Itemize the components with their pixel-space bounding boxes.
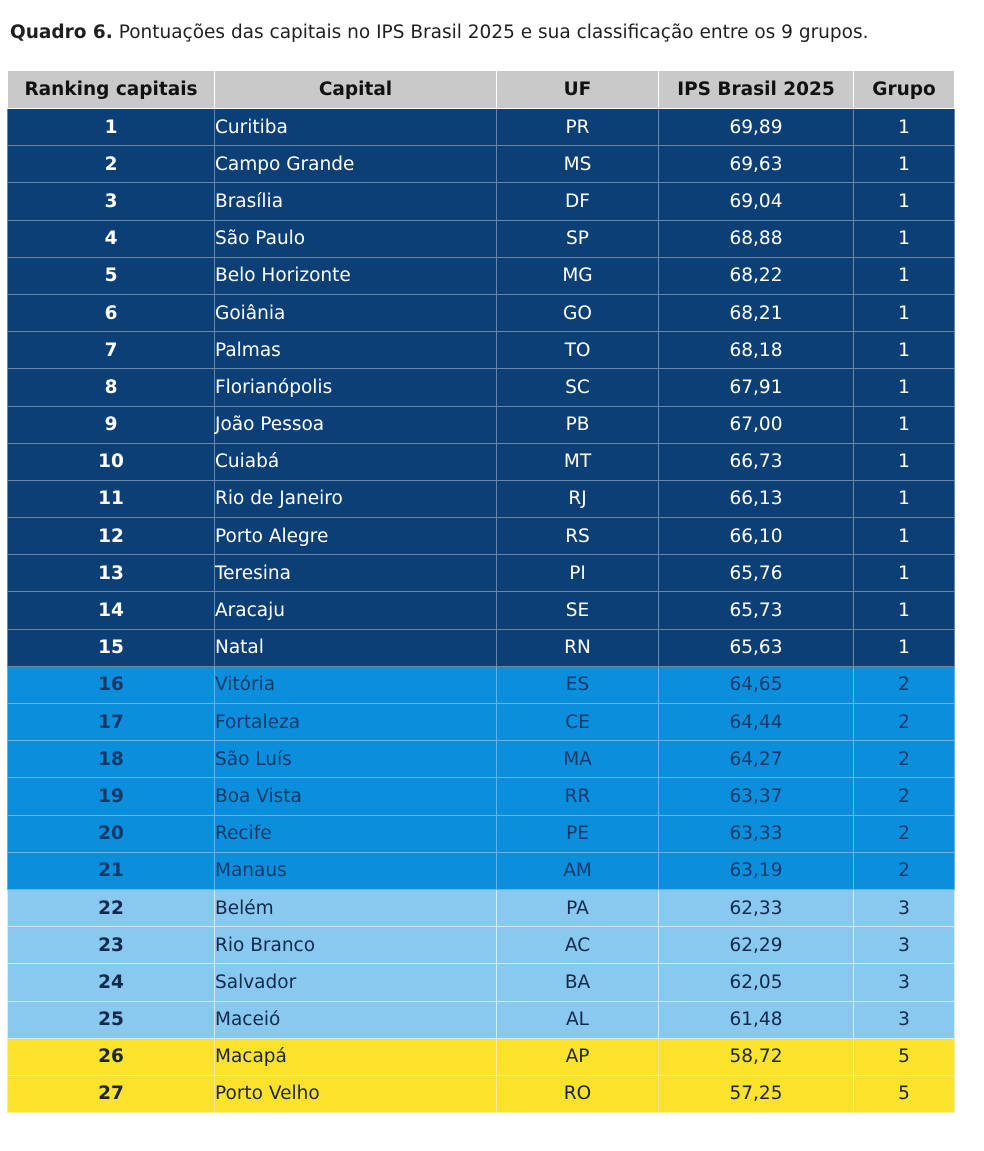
cell-rank: 25: [8, 1001, 215, 1038]
cell-rank: 14: [8, 592, 215, 629]
cell-uf: AM: [497, 852, 659, 889]
cell-uf: BA: [497, 964, 659, 1001]
caption-text: Pontuações das capitais no IPS Brasil 2025 e sua classificação entre os 9 grupos.: [112, 22, 869, 43]
table-header-row: [8, 71, 955, 109]
cell-capital: Campo Grande: [215, 146, 497, 183]
cell-uf: SC: [497, 369, 659, 406]
header-uf: UF: [497, 71, 659, 109]
cell-rank: 9: [8, 406, 215, 443]
header-ranking: Ranking capitais: [8, 71, 215, 109]
cell-capital: Goiânia: [215, 294, 497, 331]
cell-rank: 16: [8, 666, 215, 703]
cell-grupo: 1: [854, 480, 955, 517]
cell-grupo: 3: [854, 1001, 955, 1038]
table-row: [8, 592, 955, 629]
table-row: [8, 257, 955, 294]
cell-uf: RS: [497, 518, 659, 555]
cell-grupo: 2: [854, 778, 955, 815]
table-row: [8, 443, 955, 480]
cell-ips: 62,33: [659, 889, 854, 926]
cell-ips: 67,00: [659, 406, 854, 443]
cell-ips: 63,19: [659, 852, 854, 889]
cell-ips: 65,73: [659, 592, 854, 629]
cell-rank: 18: [8, 741, 215, 778]
table-row: [8, 927, 955, 964]
header-ips: IPS Brasil 2025: [659, 71, 854, 109]
cell-rank: 15: [8, 629, 215, 666]
table-row: [8, 704, 955, 741]
cell-rank: 27: [8, 1075, 215, 1112]
header-capital: Capital: [215, 71, 497, 109]
table-row: [8, 778, 955, 815]
cell-grupo: 1: [854, 257, 955, 294]
table-row: [8, 815, 955, 852]
cell-capital: Florianópolis: [215, 369, 497, 406]
cell-capital: Vitória: [215, 666, 497, 703]
cell-rank: 6: [8, 294, 215, 331]
cell-capital: Aracaju: [215, 592, 497, 629]
cell-rank: 21: [8, 852, 215, 889]
cell-ips: 65,76: [659, 555, 854, 592]
cell-uf: ES: [497, 666, 659, 703]
table-row: [8, 220, 955, 257]
cell-rank: 8: [8, 369, 215, 406]
cell-grupo: 3: [854, 889, 955, 926]
cell-uf: MG: [497, 257, 659, 294]
cell-ips: 64,65: [659, 666, 854, 703]
cell-grupo: 1: [854, 220, 955, 257]
cell-rank: 5: [8, 257, 215, 294]
cell-grupo: 1: [854, 332, 955, 369]
cell-ips: 69,04: [659, 183, 854, 220]
cell-capital: Rio de Janeiro: [215, 480, 497, 517]
cell-ips: 67,91: [659, 369, 854, 406]
table-row: [8, 741, 955, 778]
cell-uf: RJ: [497, 480, 659, 517]
cell-grupo: 1: [854, 592, 955, 629]
table-row: [8, 109, 955, 146]
cell-capital: Belém: [215, 889, 497, 926]
cell-uf: RR: [497, 778, 659, 815]
cell-ips: 63,37: [659, 778, 854, 815]
cell-rank: 11: [8, 480, 215, 517]
cell-uf: PE: [497, 815, 659, 852]
table-row: [8, 629, 955, 666]
table-row: [8, 1001, 955, 1038]
table-row: [8, 406, 955, 443]
cell-capital: Macapá: [215, 1038, 497, 1075]
cell-capital: Boa Vista: [215, 778, 497, 815]
cell-ips: 68,22: [659, 257, 854, 294]
cell-uf: PR: [497, 109, 659, 146]
cell-uf: PA: [497, 889, 659, 926]
table-row: [8, 294, 955, 331]
cell-ips: 58,72: [659, 1038, 854, 1075]
cell-capital: São Paulo: [215, 220, 497, 257]
cell-uf: AL: [497, 1001, 659, 1038]
cell-uf: MA: [497, 741, 659, 778]
cell-rank: 13: [8, 555, 215, 592]
cell-uf: DF: [497, 183, 659, 220]
cell-rank: 19: [8, 778, 215, 815]
cell-capital: Belo Horizonte: [215, 257, 497, 294]
table-row: [8, 666, 955, 703]
cell-ips: 69,89: [659, 109, 854, 146]
table-row: [8, 518, 955, 555]
cell-rank: 20: [8, 815, 215, 852]
cell-rank: 26: [8, 1038, 215, 1075]
cell-rank: 10: [8, 443, 215, 480]
table-caption: [10, 22, 868, 43]
cell-capital: Recife: [215, 815, 497, 852]
table-row: [8, 480, 955, 517]
cell-ips: 62,29: [659, 927, 854, 964]
table-row: [8, 555, 955, 592]
cell-ips: 57,25: [659, 1075, 854, 1112]
cell-capital: São Luís: [215, 741, 497, 778]
cell-rank: 1: [8, 109, 215, 146]
cell-grupo: 5: [854, 1038, 955, 1075]
cell-capital: Salvador: [215, 964, 497, 1001]
cell-uf: RN: [497, 629, 659, 666]
cell-capital: Porto Alegre: [215, 518, 497, 555]
cell-ips: 63,33: [659, 815, 854, 852]
cell-capital: Teresina: [215, 555, 497, 592]
table-row: [8, 332, 955, 369]
cell-uf: PI: [497, 555, 659, 592]
cell-grupo: 1: [854, 518, 955, 555]
cell-ips: 61,48: [659, 1001, 854, 1038]
cell-capital: Fortaleza: [215, 704, 497, 741]
cell-rank: 24: [8, 964, 215, 1001]
cell-uf: CE: [497, 704, 659, 741]
cell-grupo: 2: [854, 852, 955, 889]
cell-uf: TO: [497, 332, 659, 369]
cell-uf: SE: [497, 592, 659, 629]
cell-capital: Cuiabá: [215, 443, 497, 480]
cell-uf: MS: [497, 146, 659, 183]
cell-ips: 66,10: [659, 518, 854, 555]
cell-rank: 12: [8, 518, 215, 555]
cell-ips: 64,44: [659, 704, 854, 741]
cell-grupo: 3: [854, 964, 955, 1001]
cell-ips: 62,05: [659, 964, 854, 1001]
cell-uf: SP: [497, 220, 659, 257]
cell-ips: 64,27: [659, 741, 854, 778]
cell-capital: Brasília: [215, 183, 497, 220]
cell-grupo: 2: [854, 704, 955, 741]
cell-rank: 17: [8, 704, 215, 741]
cell-rank: 2: [8, 146, 215, 183]
cell-uf: MT: [497, 443, 659, 480]
cell-capital: Palmas: [215, 332, 497, 369]
cell-ips: 66,73: [659, 443, 854, 480]
cell-capital: João Pessoa: [215, 406, 497, 443]
cell-grupo: 2: [854, 815, 955, 852]
cell-rank: 4: [8, 220, 215, 257]
cell-ips: 68,88: [659, 220, 854, 257]
caption-label: Quadro 6.: [10, 22, 113, 43]
table-body: [8, 109, 955, 1113]
cell-uf: PB: [497, 406, 659, 443]
cell-rank: 22: [8, 889, 215, 926]
header-grupo: Grupo: [854, 71, 955, 109]
cell-grupo: 1: [854, 369, 955, 406]
cell-capital: Natal: [215, 629, 497, 666]
cell-ips: 68,18: [659, 332, 854, 369]
cell-uf: AC: [497, 927, 659, 964]
cell-grupo: 1: [854, 294, 955, 331]
cell-ips: 65,63: [659, 629, 854, 666]
cell-grupo: 2: [854, 666, 955, 703]
cell-capital: Maceió: [215, 1001, 497, 1038]
table-row: [8, 369, 955, 406]
cell-grupo: 2: [854, 741, 955, 778]
table-row: [8, 1038, 955, 1075]
cell-capital: Curitiba: [215, 109, 497, 146]
table-row: [8, 183, 955, 220]
table-row: [8, 964, 955, 1001]
cell-grupo: 5: [854, 1075, 955, 1112]
cell-uf: GO: [497, 294, 659, 331]
table-row: [8, 1075, 955, 1112]
cell-grupo: 1: [854, 629, 955, 666]
cell-grupo: 1: [854, 183, 955, 220]
cell-ips: 66,13: [659, 480, 854, 517]
cell-grupo: 3: [854, 927, 955, 964]
cell-ips: 69,63: [659, 146, 854, 183]
cell-rank: 3: [8, 183, 215, 220]
cell-grupo: 1: [854, 555, 955, 592]
cell-capital: Manaus: [215, 852, 497, 889]
cell-capital: Rio Branco: [215, 927, 497, 964]
table-row: [8, 852, 955, 889]
cell-grupo: 1: [854, 443, 955, 480]
cell-grupo: 1: [854, 146, 955, 183]
table-row: [8, 146, 955, 183]
capitals-ips-table: [7, 70, 955, 1113]
cell-uf: AP: [497, 1038, 659, 1075]
cell-uf: RO: [497, 1075, 659, 1112]
cell-rank: 23: [8, 927, 215, 964]
cell-rank: 7: [8, 332, 215, 369]
table-row: [8, 889, 955, 926]
cell-capital: Porto Velho: [215, 1075, 497, 1112]
cell-grupo: 1: [854, 406, 955, 443]
cell-grupo: 1: [854, 109, 955, 146]
cell-ips: 68,21: [659, 294, 854, 331]
